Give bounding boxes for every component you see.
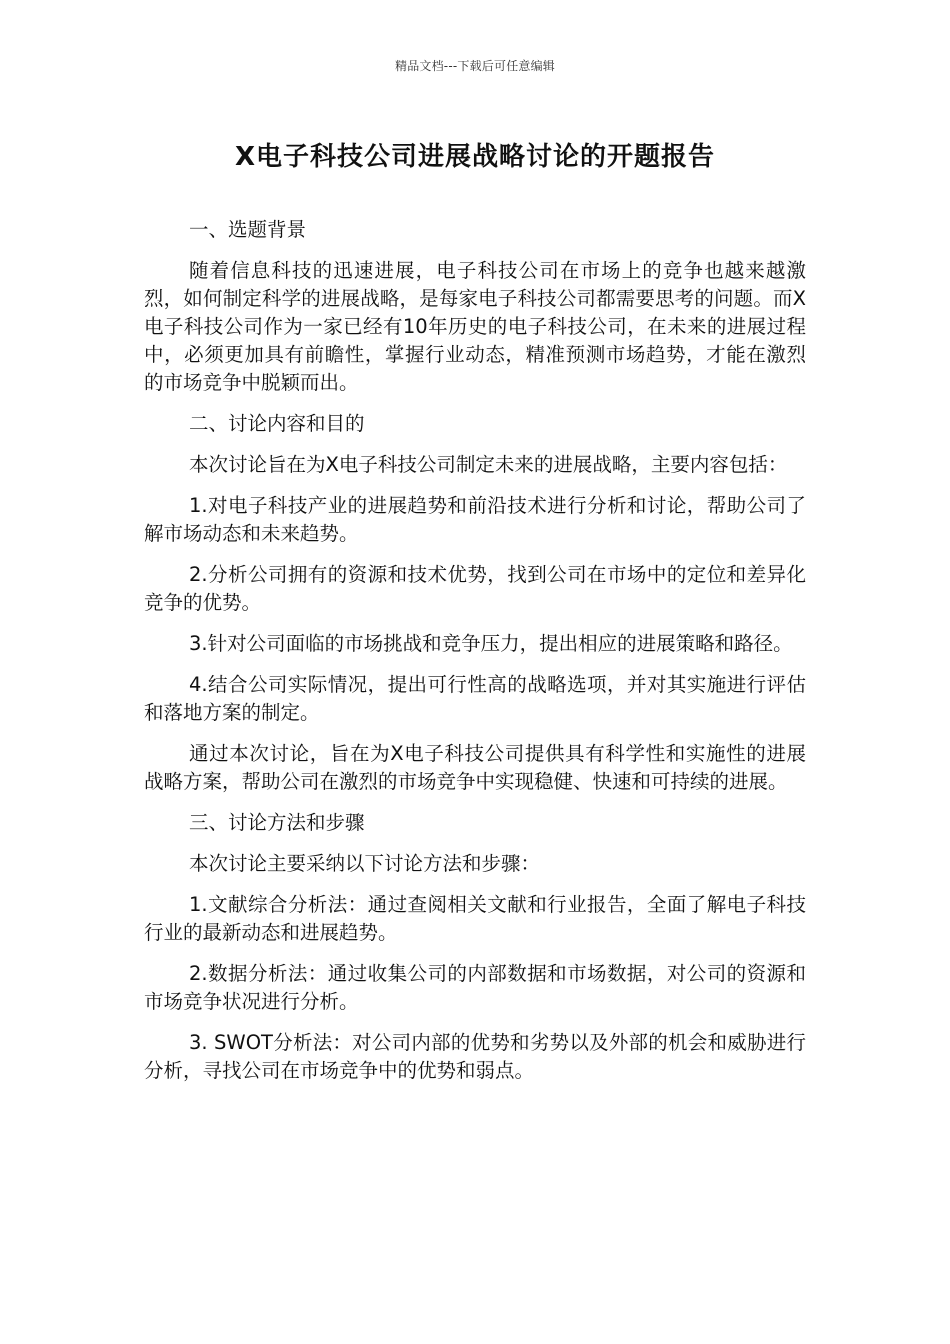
document-title: X电子科技公司进展战略讨论的开题报告: [234, 142, 716, 172]
section-heading-content: 二、讨论内容和目的: [189, 412, 365, 435]
paragraph-background: 随着信息科技的迅速进展，电子科技公司在市场上的竞争也越来越激烈，如何制定科学的进展战略，是每家电子科技公司都需要思考的问题。而X电子科技公司作为一家已经有10年历史的电子科技公司，在未来的进展过程中，必须更加具有前瞻性，掌握行业动态，精准预测市场趋势，才能在激烈的市场竞争中脱颖而出。: [144, 259, 806, 394]
list-item-content-3: 3.针对公司面临的市场挑战和竞争压力，提出相应的进展策略和路径。: [189, 632, 793, 655]
paragraph-content-intro: 本次讨论旨在为X电子科技公司制定未来的进展战略，主要内容包括：: [189, 453, 788, 476]
paragraph-methods-intro: 本次讨论主要采纳以下讨论方法和步骤：: [189, 852, 541, 875]
list-item-content-4: 4.结合公司实际情况，提出可行性高的战略选项，并对其实施进行评估和落地方案的制定。: [144, 673, 806, 724]
list-item-content-1: 1.对电子科技产业的进展趋势和前沿技术进行分析和讨论，帮助公司了解市场动态和未来趋势。: [144, 494, 806, 545]
header-note: 精品文档---下载后可任意编辑: [395, 59, 555, 73]
section-heading-methods: 三、讨论方法和步骤: [189, 811, 365, 834]
list-item-methods-1: 1.文献综合分析法：通过查阅相关文献和行业报告，全面了解电子科技行业的最新动态和进展趋势。: [144, 893, 806, 944]
paragraph-content-conclusion: 通过本次讨论，旨在为X电子科技公司提供具有科学性和实施性的进展战略方案，帮助公司在激烈的市场竞争中实现稳健、快速和可持续的进展。: [144, 742, 806, 793]
list-item-methods-3: 3. SWOT分析法：对公司内部的优势和劣势以及外部的机会和威胁进行分析，寻找公司在市场竞争中的优势和弱点。: [144, 1031, 806, 1082]
document-body: [144, 216, 806, 1098]
list-item-content-2: 2.分析公司拥有的资源和技术优势，找到公司在市场中的定位和差异化竞争的优势。: [144, 563, 806, 614]
list-item-methods-2: 2.数据分析法：通过收集公司的内部数据和市场数据，对公司的资源和市场竞争状况进行分析。: [144, 962, 806, 1013]
section-heading-background: 一、选题背景: [189, 218, 307, 241]
